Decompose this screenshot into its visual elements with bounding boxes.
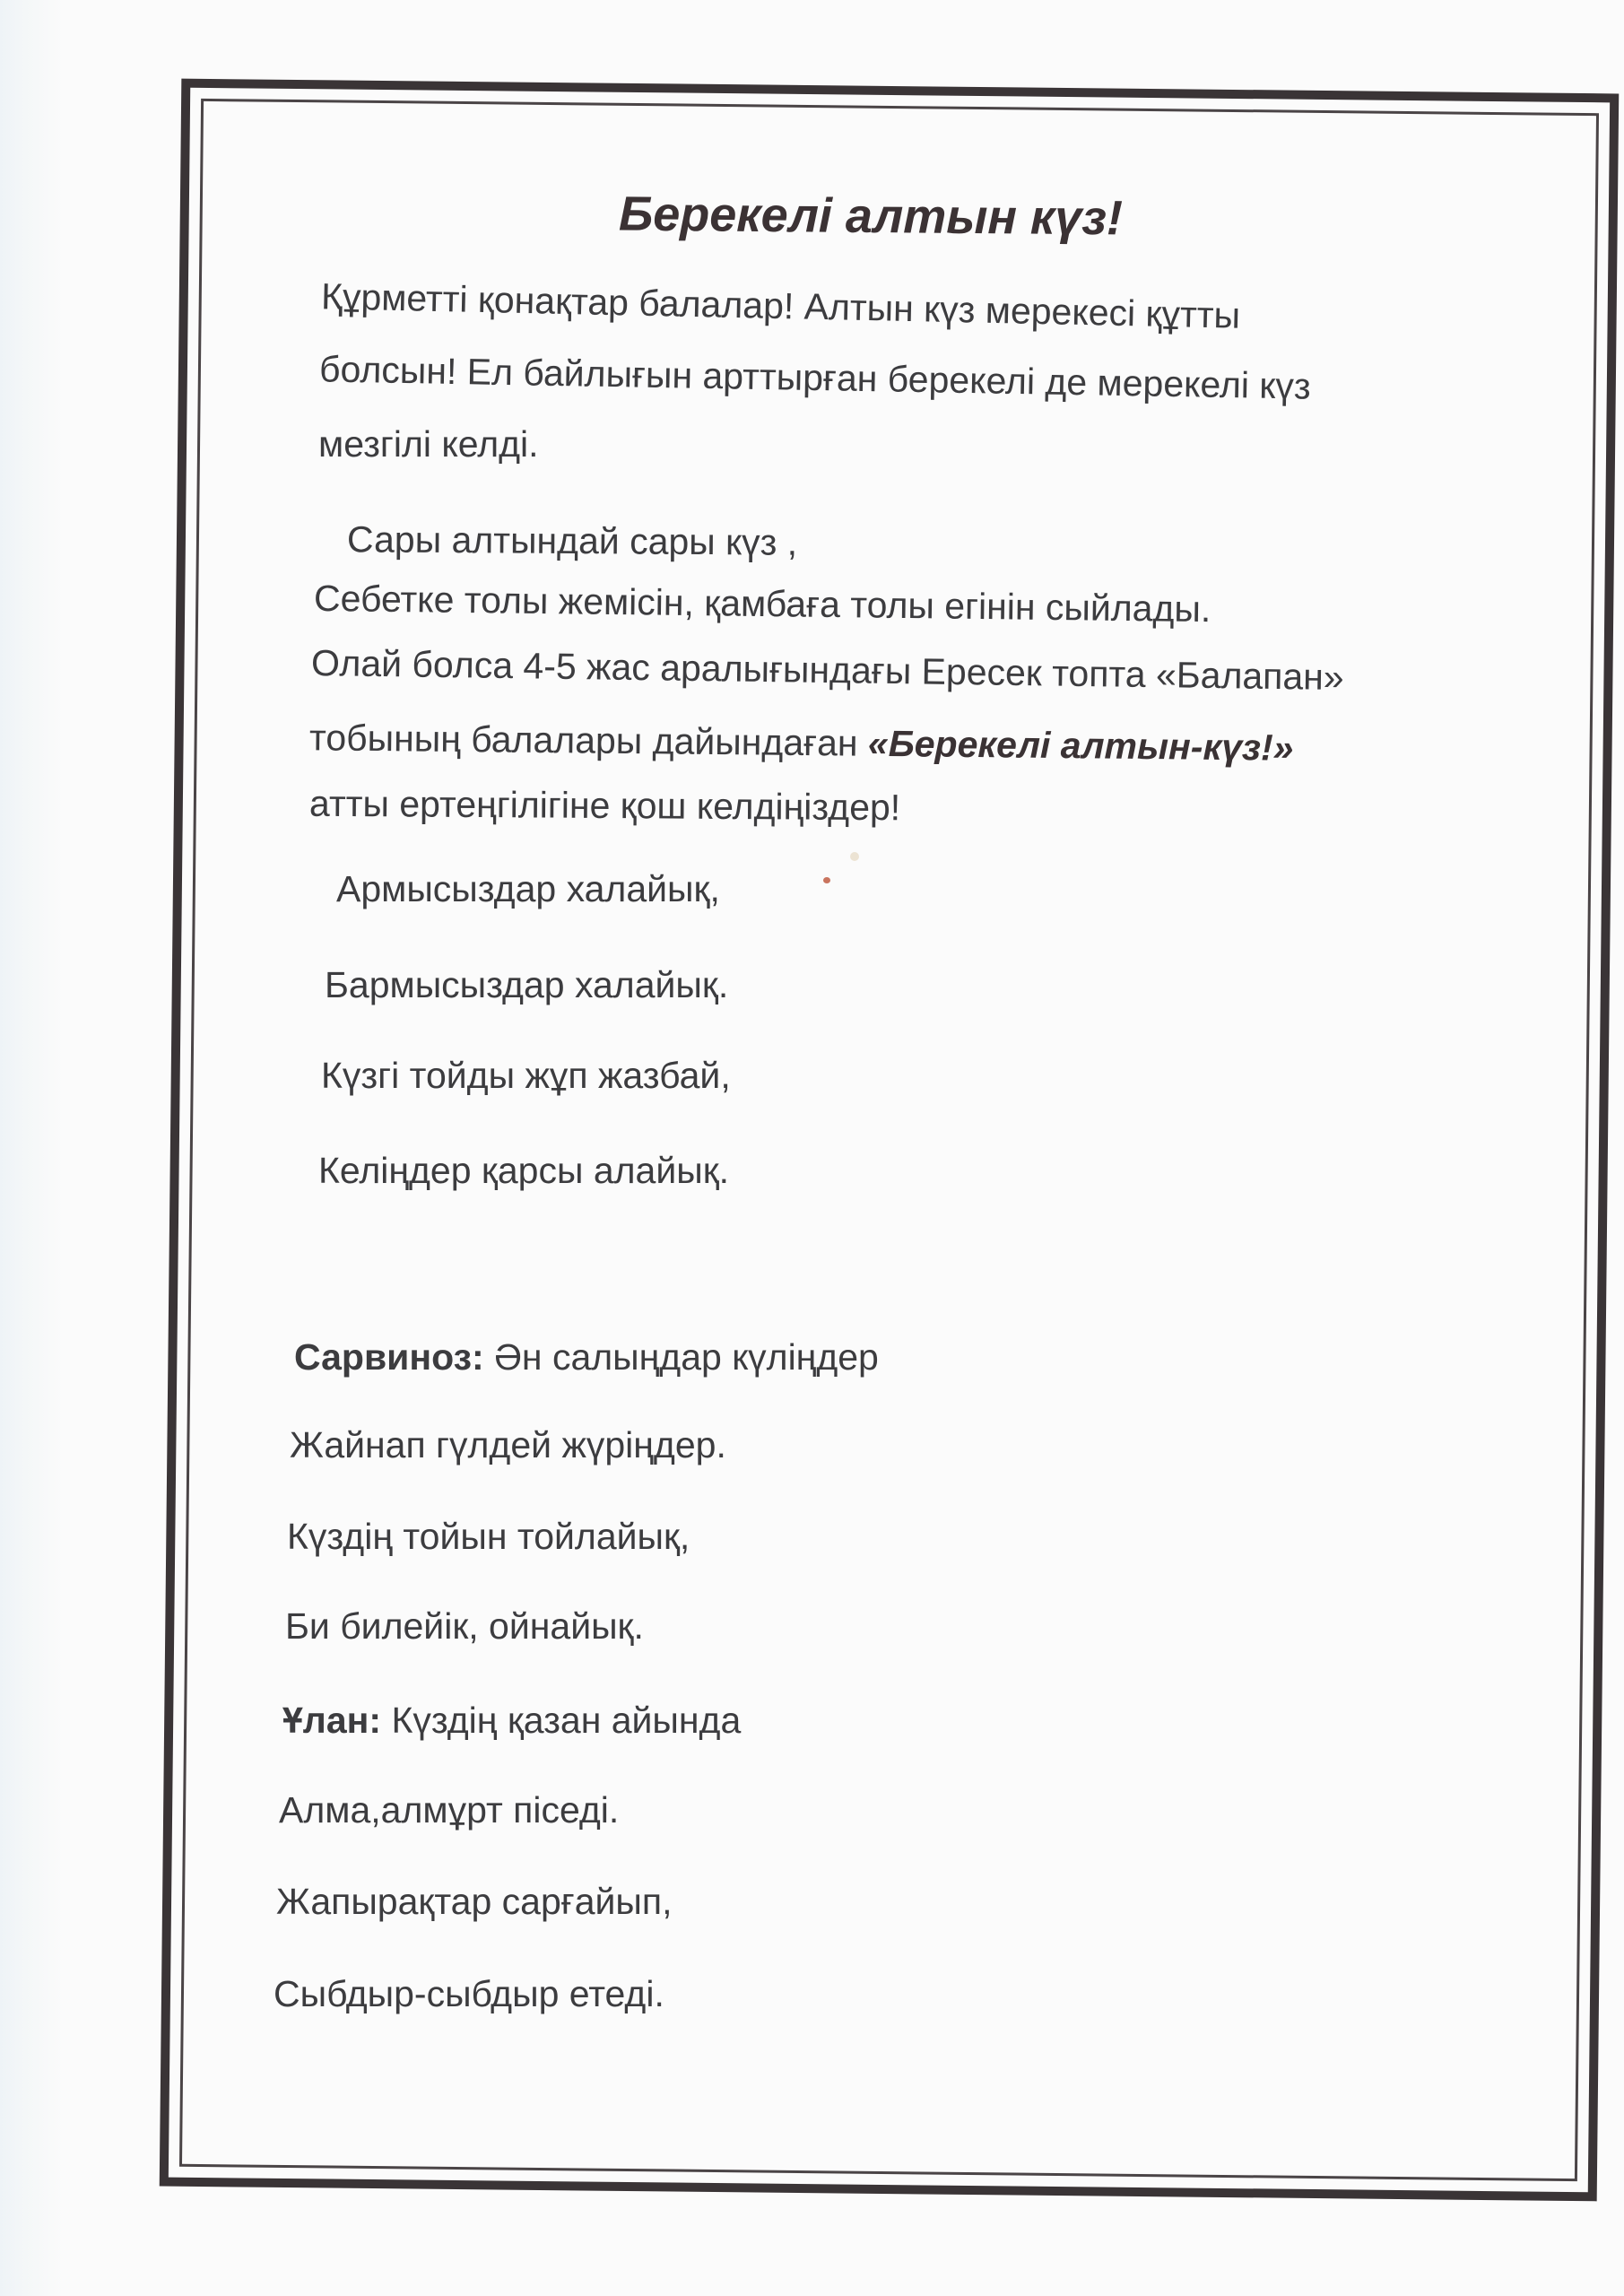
sarvinoz-line-3: Күздің тойын тойлайық, [287,1516,690,1557]
ulan-line-3: Жапырақтар сарғайып, [276,1881,673,1922]
speaker-sarvinoz: Сарвиноз: [294,1336,484,1378]
poem-line-1: Армысыздар халайық, [336,868,720,909]
ulan-line-1 [282,1700,741,1742]
para2-line-5: атты ертеңгілігіне қош келдіңіздер! [308,782,901,829]
event-name-emphasis: «Берекелі алтын-күз!» [867,722,1294,769]
intro-line-1: Құрметті қонақтар балалар! Алтын күз мерекесі құтты [320,275,1241,336]
document-title: Берекелі алтын күз! [618,187,1124,246]
poem-line-2: Бармысыздар халайық. [325,964,729,1005]
sarvinoz-line-2: Жайнап гүлдей жүріңдер. [290,1424,726,1465]
para2-line-2: Себетке толы жемісін, қамбаға толы егінін сыйлады. [313,577,1211,631]
sarvinoz-line-1 [294,1336,879,1378]
intro-line-3: мезгілі келді. [318,423,539,465]
scan-speck-faint [850,852,859,861]
para2-line-1: Сары алтындай сары күз , [346,518,798,563]
speaker-ulan: Ұлан: [282,1700,382,1741]
ulan-line-4: Сыбдыр-сыбдыр етеді. [274,1973,664,2014]
poem-line-3: Күзгі тойды жұп жазбай, [321,1055,731,1096]
poem-line-4: Келіңдер қарсы алайық. [318,1150,730,1191]
sarvinoz-first-line: Ән салыңдар күліңдер [483,1336,879,1378]
scan-speck [823,877,830,883]
sarvinoz-line-4: Би билейік, ойнайық. [285,1605,644,1647]
ulan-line-2: Алма,алмұрт піседі. [279,1789,620,1831]
intro-line-2: болсын! Ел байлығын арттырған берекелі де мерекелі күз [318,348,1312,407]
ulan-first-line: Күздің қазан айында [381,1700,742,1741]
para2-line-4 [309,717,1294,769]
para2-line-4-text: тобының балалары дайындаған [308,717,869,764]
para2-line-3: Олай болса 4-5 жас аралығындағы Ересек топта «Балапан» [310,641,1345,699]
